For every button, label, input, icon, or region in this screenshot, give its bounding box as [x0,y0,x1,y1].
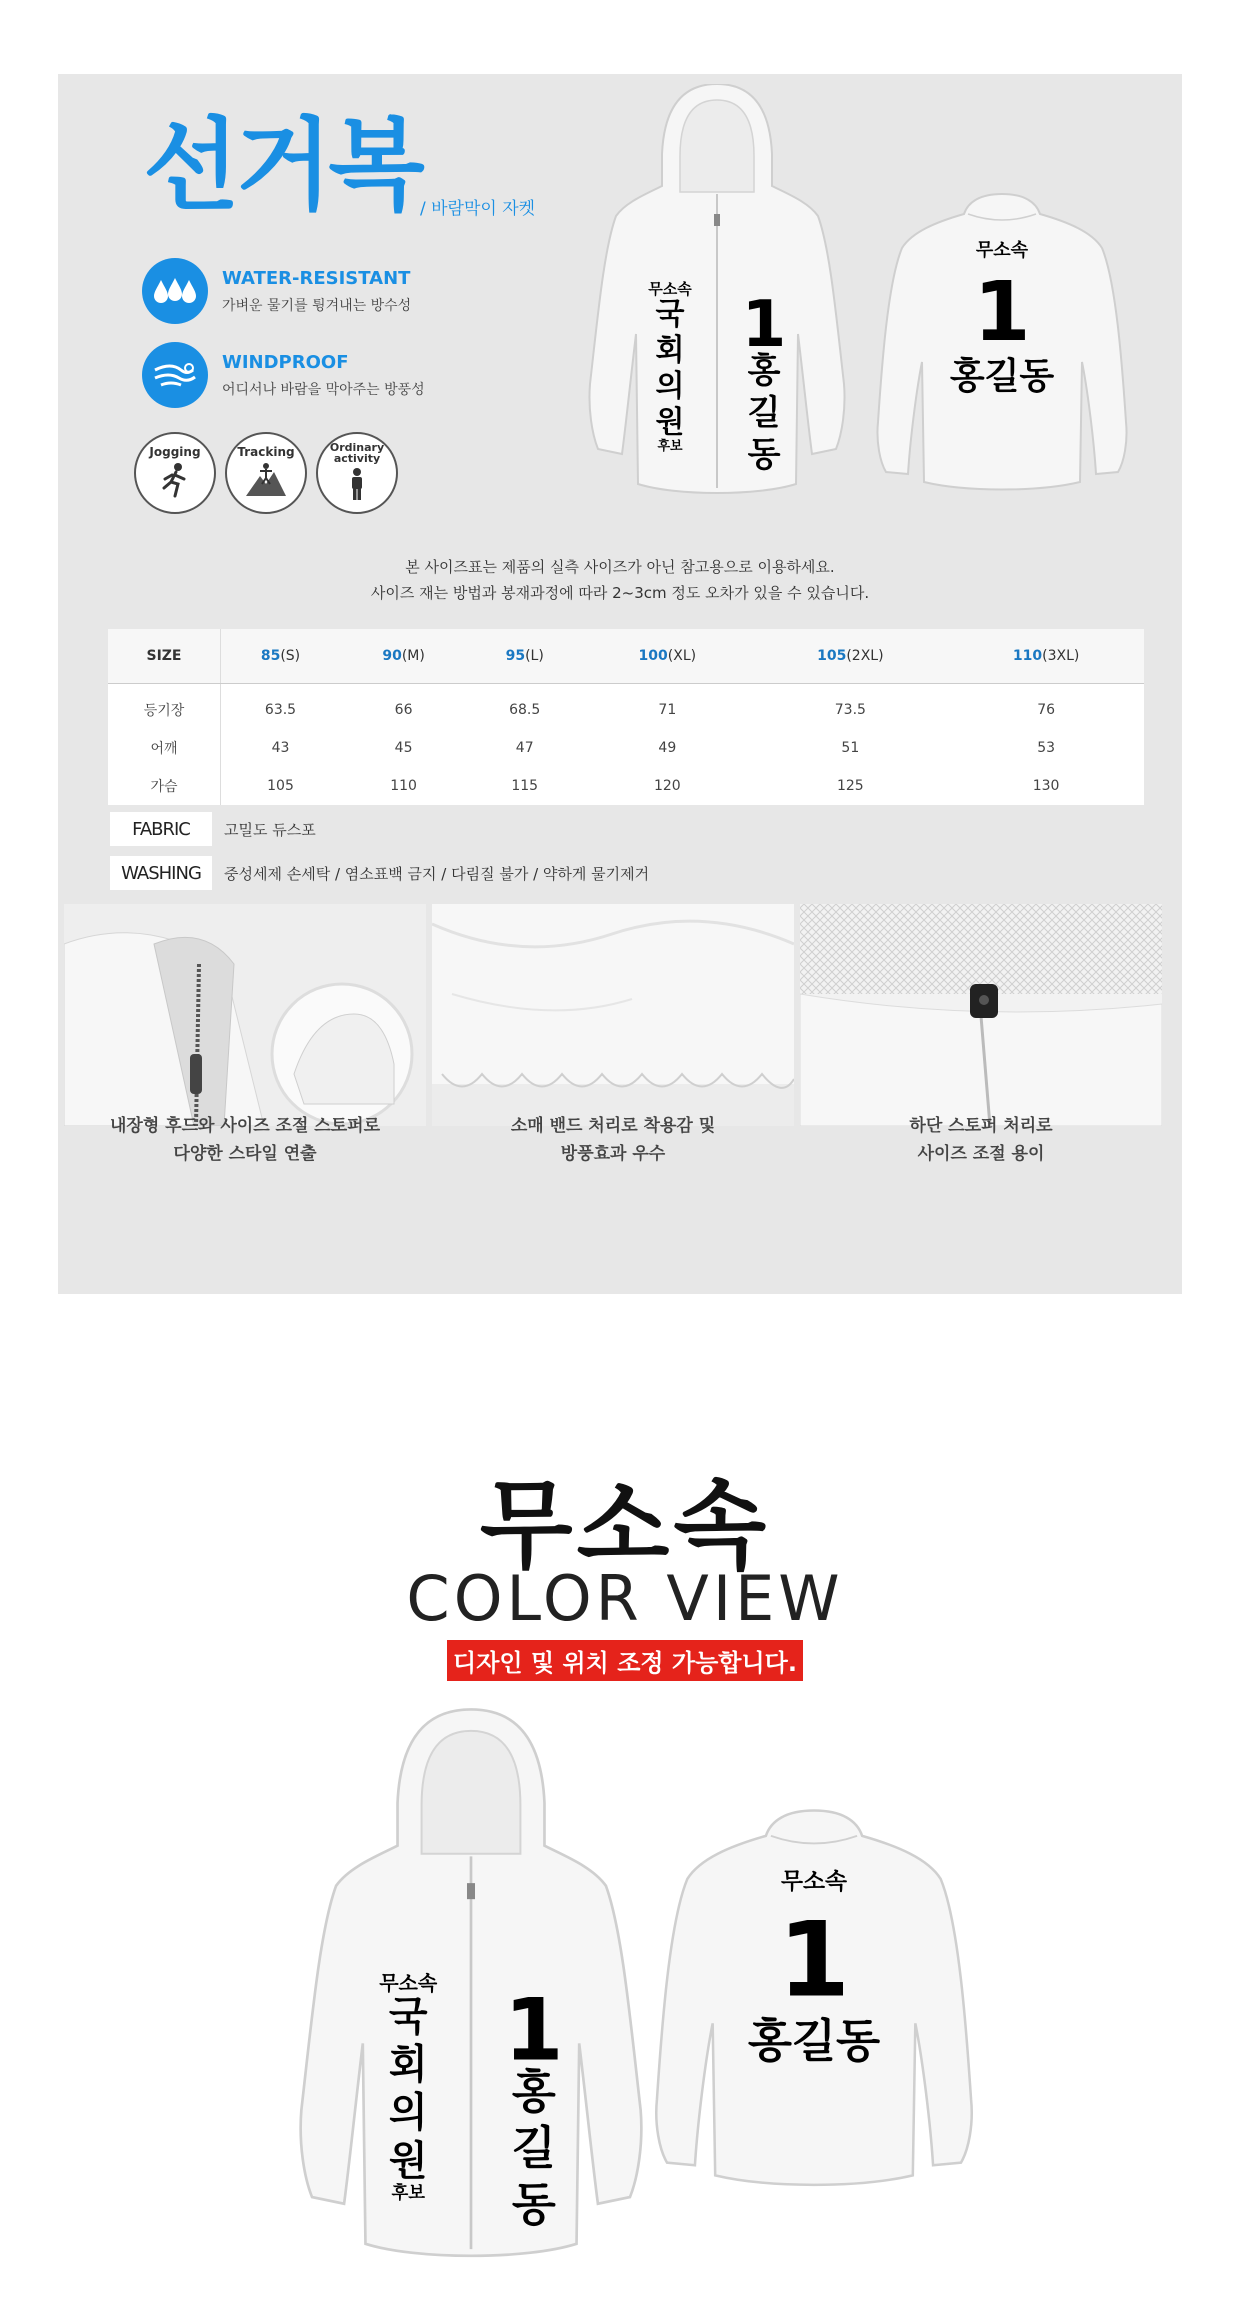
feature-water-resistant [142,258,411,324]
row-label: 등기장 [108,684,221,730]
spec-label: FABRIC [110,812,212,846]
caption-line: 다양한 스타일 연출 [173,1144,317,1164]
table-cell: 43 [271,740,290,756]
table-cell: 71 [658,702,677,718]
size-note-line2: 사이즈 재는 방법과 봉재과정에 따라 2~3cm 정도 오차가 있을 수 있습니다. [370,584,870,602]
jacket-large-number: 1 [504,1981,564,2081]
activity-label: Ordinary activity [329,441,385,465]
caption-line: 소매 밴드 처리로 착용감 및 [510,1116,716,1136]
feature-title: WINDPROOF [222,351,349,373]
table-cell: 49 [658,740,677,756]
svg-text:국: 국 [655,297,685,332]
feature-desc: 가벼운 물기를 튕겨내는 방수성 [222,297,412,314]
hiking-icon [244,462,288,498]
table-cell: 76 [1037,702,1056,718]
activity-tracking [225,432,307,514]
svg-text:국: 국 [388,1994,428,2041]
table-cell: 53 [1037,740,1056,756]
svg-text:원: 원 [655,405,685,440]
jacket-front-large-image [296,1700,646,2280]
table-row [108,767,1144,805]
jacket-front-name [748,351,781,475]
jacket-front-suffix: 후보 [657,439,683,454]
svg-text:동: 동 [511,2177,556,2231]
table-cell: 63.5 [264,702,297,718]
jacket-large-party: 무소속 [379,1971,438,1995]
size-header-label: SIZE [108,629,221,684]
table-cell: 115 [511,778,539,794]
jacket-back-large-party: 무소속 [780,1869,848,1896]
table-cell: 51 [841,740,860,756]
spec-label: WASHING [110,856,212,890]
wind-icon [142,342,208,408]
detail-photo-sleeve [432,904,794,1126]
svg-text:회: 회 [388,2042,428,2089]
svg-text:회: 회 [655,333,685,368]
jacket-large-name [512,2066,556,2231]
svg-text:길: 길 [511,2121,556,2175]
detail-caption-hood [64,1112,426,1168]
table-cell: 105 [267,778,294,794]
water-drops-icon [142,258,208,324]
jacket-front-number: 1 [741,288,787,362]
row-label: 어깨 [108,729,221,767]
size-col-header: 100(XL) [582,629,752,684]
activity-jogging [134,432,216,514]
size-table-header [108,629,1144,684]
color-view-subtitle: COLOR VIEW [406,1562,844,1635]
color-view-title: 무소속 [479,1470,771,1582]
svg-text:동: 동 [747,435,781,475]
size-table [108,629,1144,805]
caption-line: 방풍효과 우수 [560,1144,666,1164]
svg-text:원: 원 [388,2138,428,2185]
jacket-back-number: 1 [973,265,1031,360]
table-cell: 68.5 [509,702,541,718]
table-cell: 120 [653,778,681,794]
product-subtitle: / 바람막이 자켓 [420,199,536,219]
table-cell: 110 [390,778,417,794]
size-col-header: 90(M) [340,629,467,684]
table-cell: 73.5 [834,702,866,718]
table-row [108,684,1144,730]
table-cell: 66 [394,702,413,718]
jacket-back-large-image [654,1808,974,2188]
size-col-header: 85(S) [221,629,340,684]
design-note-badge: 디자인 및 위치 조정 가능합니다. [447,1640,803,1681]
detail-caption-stopper [800,1112,1162,1168]
table-cell: 125 [836,778,864,794]
jacket-front-image [586,84,848,504]
jacket-back-large-name: 홍길동 [747,2014,881,2068]
caption-line: 내장형 후드와 사이즈 조절 스토퍼로 [109,1116,380,1136]
jacket-back-party: 무소속 [975,240,1029,261]
spec-washing [110,856,649,890]
svg-text:의: 의 [655,369,685,404]
table-row [108,729,1144,767]
activity-label: Tracking [237,445,295,459]
spec-value: 고밀도 듀스포 [224,820,316,839]
size-col-header: 110(3XL) [948,629,1144,684]
feature-title: WATER-RESISTANT [222,267,411,289]
jacket-back-image [876,192,1128,492]
person-icon [347,468,367,500]
table-cell: 130 [1032,778,1060,794]
design-note-wrap [0,1640,1250,1681]
table-cell: 45 [394,740,413,756]
product-info-panel [58,74,1182,1294]
size-col-header: 105(2XL) [752,629,948,684]
jacket-front-party: 무소속 [648,280,692,298]
size-col-header: 95(L) [467,629,582,684]
jacket-large-suffix: 후보 [391,2183,425,2204]
jacket-front-position [656,297,685,440]
caption-line: 사이즈 조절 용이 [917,1144,1045,1164]
detail-photo-hood [64,904,426,1126]
detail-caption-sleeve [432,1112,794,1168]
caption-line: 하단 스토퍼 처리로 [909,1116,1053,1136]
spec-fabric [110,812,316,846]
row-label: 가슴 [108,767,221,805]
spec-value: 중성세제 손세탁 / 염소표백 금지 / 다림질 불가 / 약하게 물기제거 [224,864,650,883]
activity-label: Jogging [149,445,201,459]
table-cell: 47 [515,740,534,756]
feature-windproof [142,342,425,408]
size-note-line1: 본 사이즈표는 제품의 실측 사이즈가 아닌 참고용으로 이용하세요. [405,558,835,576]
product-title: 선거복 [143,107,421,224]
svg-text:홍: 홍 [511,2065,556,2119]
svg-text:길: 길 [747,393,781,433]
detail-photo-stopper [800,904,1162,1126]
jacket-back-large-number: 1 [777,1900,851,2021]
feature-desc: 어디서나 바람을 막아주는 방풍성 [222,381,425,398]
jacket-back-name: 홍길동 [949,356,1055,397]
running-icon [160,462,190,498]
svg-text:홍: 홍 [747,351,781,391]
activity-ordinary [316,432,398,514]
svg-text:의: 의 [388,2090,428,2137]
